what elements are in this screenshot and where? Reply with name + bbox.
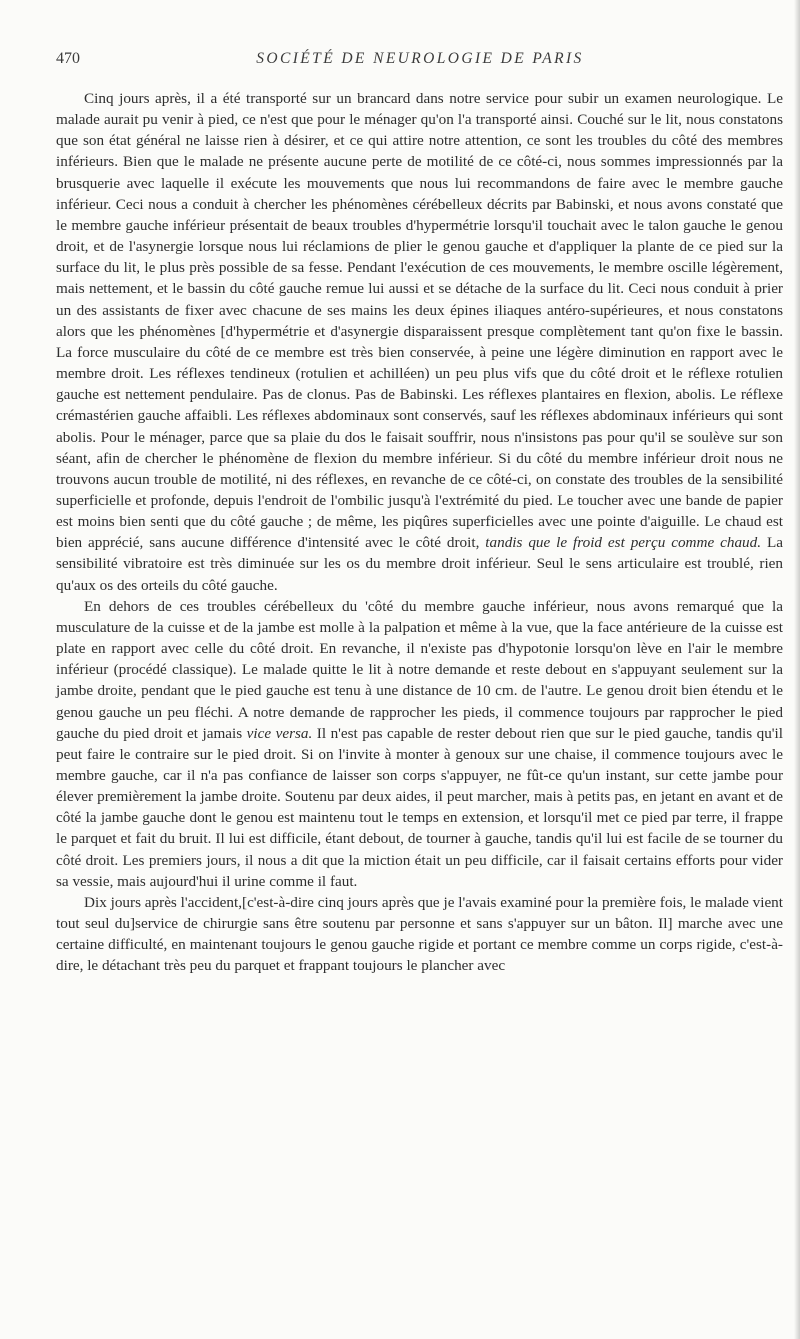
- paragraph-1-italic: tandis que le froid est perçu comme chaud.: [485, 534, 762, 552]
- paragraph-2-italic: vice versa.: [246, 724, 313, 742]
- paragraph-2-text: En dehors de ces troubles cérébelleux du 'côté du membre gauche inférieur, nous avons remarqué que la musculature de la cuisse et de la jambe est molle à la palpation et même à la vue, que la face antérieure de la cuisse est plate en rapport avec celle du côté droit. En revanche, il n'existe pas d'hypotonie lorsqu'on lève en l'air le membre inférieur (procédé classique). Le malade quitte le lit à notre demande et reste debout en s'appuyant seulement sur la jambe droite, pendant que le pied gauche est tenu à une distance de 10 cm. de l'autre. Le genou droit bien étendu et le genou gauche un peu fléchi. A notre demande de rapprocher les pieds, il commence toujours par rapprocher le pied gauche du pied droit et jamais: [56, 597, 783, 742]
- page-number: 470: [56, 50, 80, 67]
- page-header: [56, 50, 784, 72]
- body-text: [56, 88, 783, 977]
- paragraph-2: [56, 596, 783, 892]
- page-edge-shadow: [794, 0, 800, 1339]
- paragraph-3: [56, 892, 783, 977]
- running-head: SOCIÉTÉ DE NEUROLOGIE DE PARIS: [256, 50, 584, 67]
- paragraph-2-text-end: Il n'est pas capable de rester debout rien que sur le pied gauche, tandis qu'il peut faire le contraire sur le pied droit. Si on l'invite à monter à genoux sur une chaise, il commence toujours avec le membre gauche, car il n'a pas confiance de laisser son corps s'appuyer, ne fût-ce qu'un instant, sur cette jambe pour élever premièrement la jambe droite. Soutenu par deux aides, il peut marcher, mais à petits pas, en jetant en avant et de côté la jambe gauche dont le genou est maintenu tout le temps en extension, et lorsqu'il met ce pied par terre, il frappe le parquet et fait du bruit. Il lui est difficile, étant debout, de tourner à gauche, tandis qu'il lui est facile de se tourner du côté droit. Les premiers jours, il nous a dit que la miction était un peu difficile, car il faisait certains efforts pour vider sa vessie, mais aujourd'hui il urine comme il faut.: [56, 724, 783, 890]
- paragraph-1-text: Cinq jours après, il a été transporté sur un brancard dans notre service pour subir un examen neurologique. Le malade aurait pu venir à pied, ce n'est que pour le ménager qu'on l'a transporté ainsi. Couché sur le lit, nous constatons que son état général ne laisse rien à désirer, et ce qui attire notre attention, ce sont les troubles du côté des membres inférieurs. Bien que le malade ne présente aucune perte de motilité de ce côté-ci, nous sommes impressionnés par la brusquerie avec laquelle il exécute les mouvements que nous lui recommandons de faire avec le membre gauche inférieur. Ceci nous a conduit à chercher les phénomènes cérébelleux décrits par Babinski, et nous avons constaté que le membre gauche inférieur présentait de beaux troubles d'hypermétrie lorsqu'il touchait avec le talon gauche le genou droit, et de l'asynergie lorsque nous lui réclamions de plier le genou gauche et d'appliquer la plante de ce pied sur la surface du lit, le plus près possible de sa fesse. Pendant l'exécution de ces mouvements, le membre oscille légèrement, mais nettement, et le bassin du côté gauche remue lui aussi et se détache de la surface du lit. Ceci nous conduit à prier un des assistants de fixer avec chacune de ses mains les deux épines iliaques antéro-supérieures, et nous constatons alors que les phénomènes [d'hypermétrie et d'asynergie disparaissent presque complètement tant qu'on fixe le bassin. La force musculaire du côté de ce membre est très bien conservée, à peine une légère diminution en rapport avec le membre droit. Les réflexes tendineux (rotulien et achilléen) un peu plus vifs que du côté droit et le réflexe rotulien gauche est nettement pendulaire. Pas de clonus. Pas de Babinski. Les réflexes plantaires en flexion, abolis. Le réflexe crémastérien gauche affaibli. Les réflexes abdominaux sont conservés, sauf les réflexes abdominaux inférieurs qui sont abolis. Pour le ménager, parce que sa plaie du dos le faisait souffrir, nous n'insistons pas pour qu'il se soulève sur son séant, afin de chercher le phénomène de flexion du membre inférieur. Si du côté du membre inférieur droit nous ne trouvons aucun trouble de motilité, ni des réflexes, en revanche de ce côté-ci, on constate des troubles de la sensibilité superficielle et profonde, depuis l'endroit de l'ombilic jusqu'à l'extrémité du pied. Le toucher avec une bande de papier est moins bien senti que du côté gauche ; de même, les piqûres superficielles avec une pointe d'aiguille. Le chaud est bien apprécié, sans aucune différence d'intensité avec le côté droit,: [56, 90, 783, 552]
- paragraph-1-text-end: La sensibilité vibratoire est très diminuée sur les os du membre droit inférieur. Seul le sens articulaire est troublé, rien qu'aux os des orteils du côté gauche.: [56, 534, 783, 594]
- paragraph-1: [56, 88, 783, 596]
- paragraph-3-text: Dix jours après l'accident,[c'est-à-dire cinq jours après que je l'avais examiné pour la première fois, le malade vient tout seul du]service de chirurgie sans être soutenu par personne et sans s'appuyer sur un bâton. Il] marche avec une certaine difficulté, en maintenant toujours le genou gauche rigide et portant ce membre comme un corps rigide, c'est-à-dire, le détachant très peu du parquet et frappant toujours le plancher avec: [56, 893, 783, 975]
